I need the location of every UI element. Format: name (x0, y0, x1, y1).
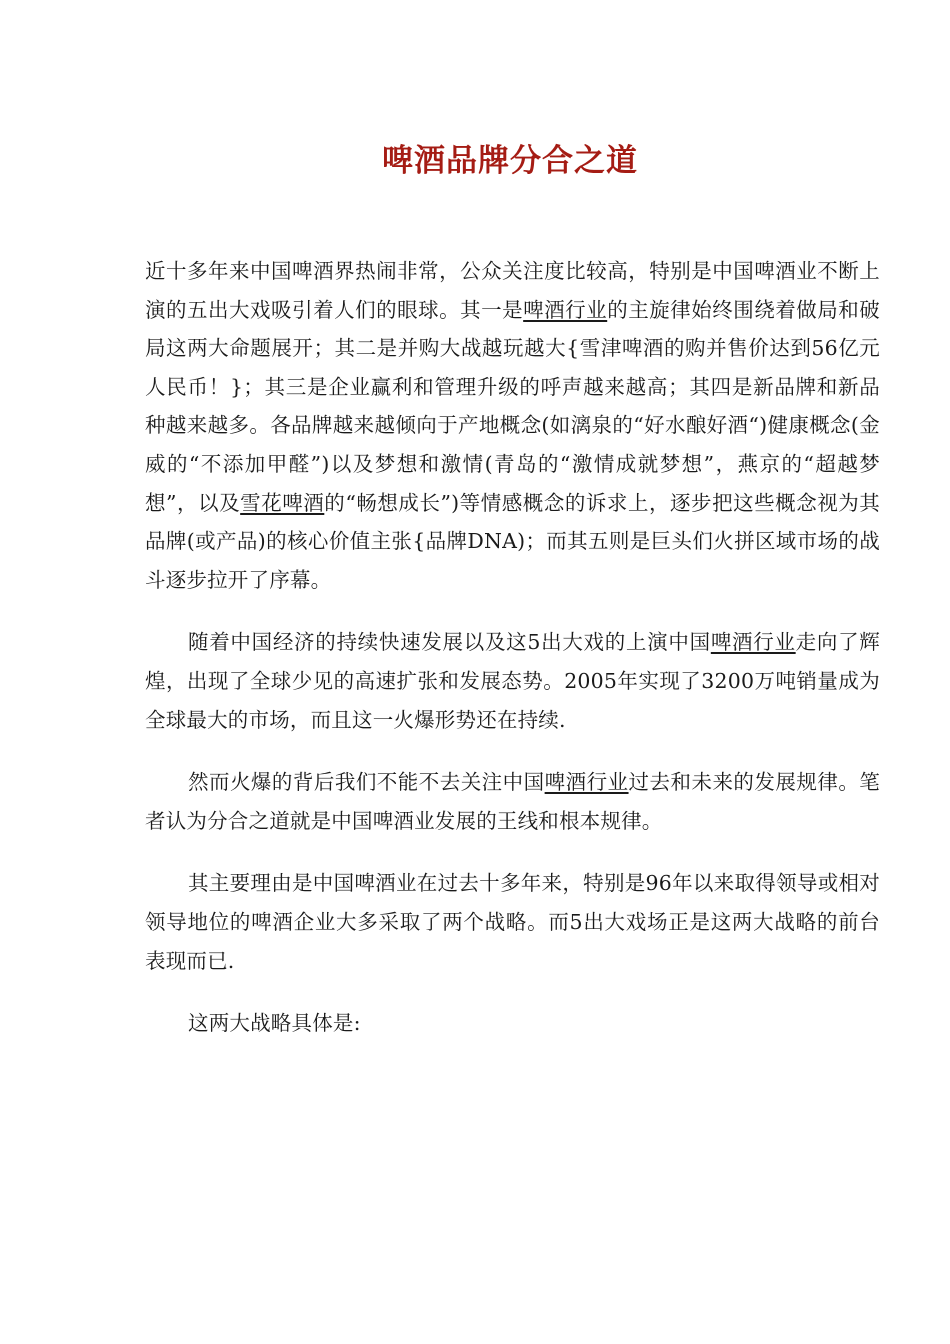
text-segment: 然而火爆的背后我们不能不去关注中国 (188, 770, 545, 795)
beer-industry-link[interactable]: 啤酒行业 (710, 630, 796, 655)
text-segment: 其主要理由是中国啤酒业在过去十多年来，特别是96年以来取得领导或相对领导地位的啤酒企业大多采取了两个战略。而5出大戏场正是这两大战略的前台表现而已. (145, 871, 880, 973)
page-title: 啤酒品牌分合之道 (382, 143, 638, 179)
paragraph-3 (145, 763, 880, 840)
text-segment: 的主旋律始终围绕着做局和破局这两大命题展开；其二是并购大战越玩越大{雪津啤酒的购并售价达到56亿元人民币！}；其三是企业赢利和管理升级的呼声越来越高；其四是新品牌和新品种越来越多。各品牌越来越倾向于产地概念(如漓泉的“好水酿好酒“)健康概念(金威的“不添加甲醛”)以及梦想和激情(青岛的“激情成就梦想”，燕京的“超越梦想”，以及 (145, 297, 880, 515)
text-segment: 过去和未来的发展规律。笔者认为分合之道就是中国啤酒业发展的王线和根本规律。 (145, 770, 880, 833)
document-body (145, 252, 880, 1067)
paragraph-2 (145, 623, 880, 739)
beer-industry-link[interactable]: 啤酒行业 (544, 770, 629, 795)
paragraph-1 (145, 252, 880, 599)
text-segment: 随着中国经济的持续快速发展以及这5出大戏的上演中国 (188, 630, 711, 655)
paragraph-5 (145, 1004, 880, 1043)
text-segment: 走向了辉煌，出现了全球少见的高速扩张和发展态势。2005年实现了3200万吨销量成为全球最大的市场，而且这一火爆形势还在持续. (145, 630, 880, 732)
beer-industry-link[interactable]: 啤酒行业 (523, 297, 608, 322)
snow-beer-link[interactable]: 雪花啤酒 (240, 490, 325, 515)
text-segment: 的“畅想成长”)等情感概念的诉求上，逐步把这些概念视为其品牌(或产品)的核心价值主张{品牌DNA)；而其五则是巨头们火拼区域市场的战斗逐步拉开了序幕。 (145, 490, 881, 592)
text-segment: 近十多年来中国啤酒界热闹非常，公众关注度比较高，特别是中国啤酒业不断上演的五出大戏吸引着人们的眼球。其一是 (145, 259, 880, 322)
paragraph-4 (145, 864, 880, 980)
text-segment: 这两大战略具体是: (188, 1011, 361, 1036)
